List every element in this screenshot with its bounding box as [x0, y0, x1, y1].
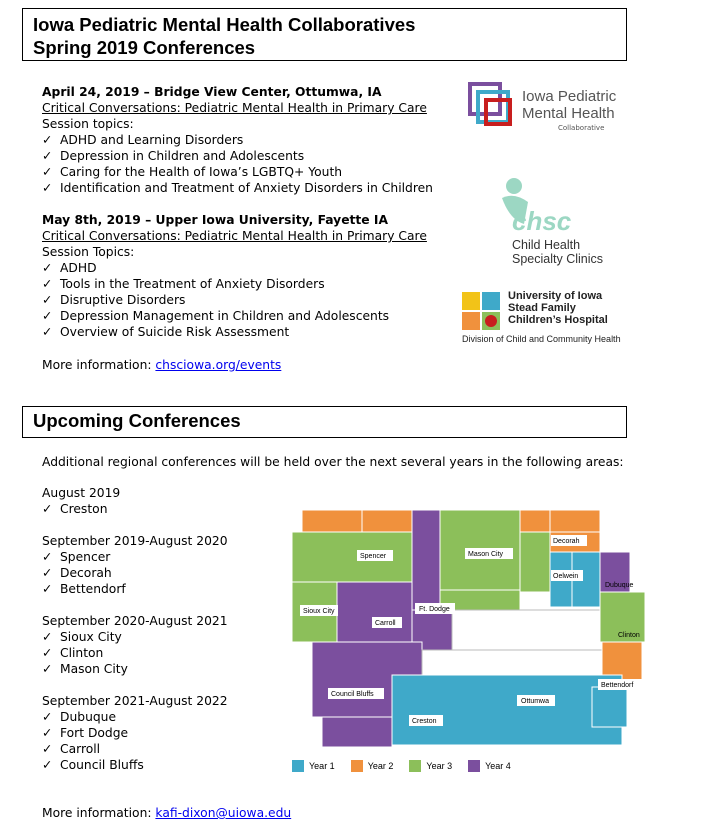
list-item: ✓ Fort Dodge — [42, 726, 129, 740]
more-info-1: More information: chsciowa.org/events — [42, 358, 282, 372]
legend-year-4: Year 4 — [468, 760, 511, 772]
list-item: ✓ Council Bluffs — [42, 758, 144, 772]
list-item: ✓ Carroll — [42, 742, 101, 756]
ipmh-logo-icon — [468, 82, 516, 134]
list-item: ✓ Sioux City — [42, 630, 122, 644]
map-label-decorah: Decorah — [553, 538, 580, 545]
conf2-venue: Upper Iowa University, Fayette IA — [155, 213, 389, 227]
map-label-council-bluffs: Council Bluffs — [331, 691, 374, 698]
iowa-region-map — [282, 505, 662, 755]
upcoming-heading: Upcoming Conferences — [22, 406, 627, 438]
email-link[interactable]: kafi-dixon@uiowa.edu — [155, 806, 292, 820]
period-label: September 2020-August 2021 — [42, 614, 228, 628]
period-1 — [42, 485, 120, 517]
list-item: ✓ ADHD — [42, 261, 97, 275]
list-item: ✓ Identification and Treatment of Anxiety Disorders in Children — [42, 181, 433, 195]
period-label: September 2019-August 2020 — [42, 534, 228, 548]
conf2-topics-label: Session Topics: — [42, 245, 135, 259]
period-4 — [42, 693, 228, 773]
list-item: ✓ Bettendorf — [42, 582, 126, 596]
map-label-sioux-city: Sioux City — [303, 608, 335, 615]
legend-year-3: Year 3 — [409, 760, 452, 772]
map-label-dubuque: Dubuque — [605, 582, 634, 589]
map-label-oelwein: Oelwein — [553, 573, 579, 580]
period-2 — [42, 533, 228, 597]
legend-year-2: Year 2 — [351, 760, 394, 772]
map-label-carroll: Carroll — [375, 620, 396, 627]
more-info-2: More information: kafi-dixon@uiowa.edu — [42, 806, 292, 820]
legend-year-1: Year 1 — [292, 760, 335, 772]
conf1-topics-label: Session topics: — [42, 117, 134, 131]
map-label-spencer: Spencer — [360, 553, 387, 560]
map-label-bettendorf: Bettendorf — [601, 682, 634, 689]
map-label-clinton: Clinton — [618, 632, 640, 639]
chsc-logo: chsc Child Health Specialty Clinics — [494, 176, 624, 268]
list-item: ✓ Overview of Suicide Risk Assessment — [42, 325, 290, 339]
conference-2: May 8th, 2019 – Upper Iowa University, Fayette IA Critical Conversations: Pediatric Mental Health in Primary Care Session Topics: ✓ ADHD ✓ Tools in the Treatment of Anxiety Disorders ✓ Disruptive Disorders ✓ Depression Management in Children and Adolescents ✓ Overview of Suicide Risk Assessment — [42, 212, 462, 340]
conf2-date: May 8th, 2019 — [42, 213, 141, 227]
map-label-ft-dodge: Ft. Dodge — [419, 606, 450, 613]
period-label: September 2021-August 2022 — [42, 694, 228, 708]
list-item: ✓ ADHD and Learning Disorders — [42, 133, 244, 147]
list-item: ✓ Dubuque — [42, 710, 117, 724]
ui-childrens-logo-icon — [462, 292, 502, 330]
map-legend — [292, 760, 511, 772]
list-item: ✓ Tools in the Treatment of Anxiety Disorders — [42, 277, 325, 291]
period-3 — [42, 613, 228, 677]
conf2-title: Critical Conversations: Pediatric Mental Health in Primary Care — [42, 229, 427, 243]
title-box — [22, 8, 627, 61]
conf1-title: Critical Conversations: Pediatric Mental Health in Primary Care — [42, 101, 427, 115]
list-item: ✓ Caring for the Health of Iowa’s LGBTQ+ Youth — [42, 165, 343, 179]
upcoming-intro: Additional regional conferences will be held over the next several years in the following areas: — [42, 455, 624, 469]
list-item: ✓ Decorah — [42, 566, 112, 580]
list-item: ✓ Clinton — [42, 646, 104, 660]
list-item: ✓ Mason City — [42, 662, 128, 676]
period-label: August 2019 — [42, 486, 121, 500]
conf1-date: April 24, 2019 — [42, 85, 140, 99]
map-label-ottumwa: Ottumwa — [521, 698, 550, 705]
list-item: ✓ Depression in Children and Adolescents — [42, 149, 305, 163]
list-item: ✓ Depression Management in Children and Adolescents — [42, 309, 390, 323]
page-title: Iowa Pediatric Mental Health Collaboratives — [33, 14, 416, 35]
events-link[interactable]: chsciowa.org/events — [155, 358, 282, 372]
conf1-venue: Bridge View Center, Ottumwa, IA — [154, 85, 382, 99]
map-label-mason-city: Mason City — [468, 551, 504, 558]
conference-1: April 24, 2019 – Bridge View Center, Ottumwa, IA Critical Conversations: Pediatric Mental Health in Primary Care Session topics: ✓ ADHD and Learning Disorders ✓ Depression in Children and Adolescents ✓ Caring for the Health of Iowa’s LGBTQ+ Youth ✓ Identification and Treatment of Anxiety Disorders in Children — [42, 84, 462, 196]
page-subtitle: Spring 2019 Conferences — [33, 37, 256, 58]
ipmh-logo: Iowa Pediatric Mental Health Collaborative — [468, 82, 628, 136]
list-item: ✓ Creston — [42, 502, 108, 516]
map-label-creston: Creston — [412, 718, 437, 725]
list-item: ✓ Spencer — [42, 550, 111, 564]
ui-childrens-logo: University of Iowa Stead Family Children’s Hospital Division of Child and Community Health — [462, 290, 621, 344]
list-item: ✓ Disruptive Disorders — [42, 293, 186, 307]
